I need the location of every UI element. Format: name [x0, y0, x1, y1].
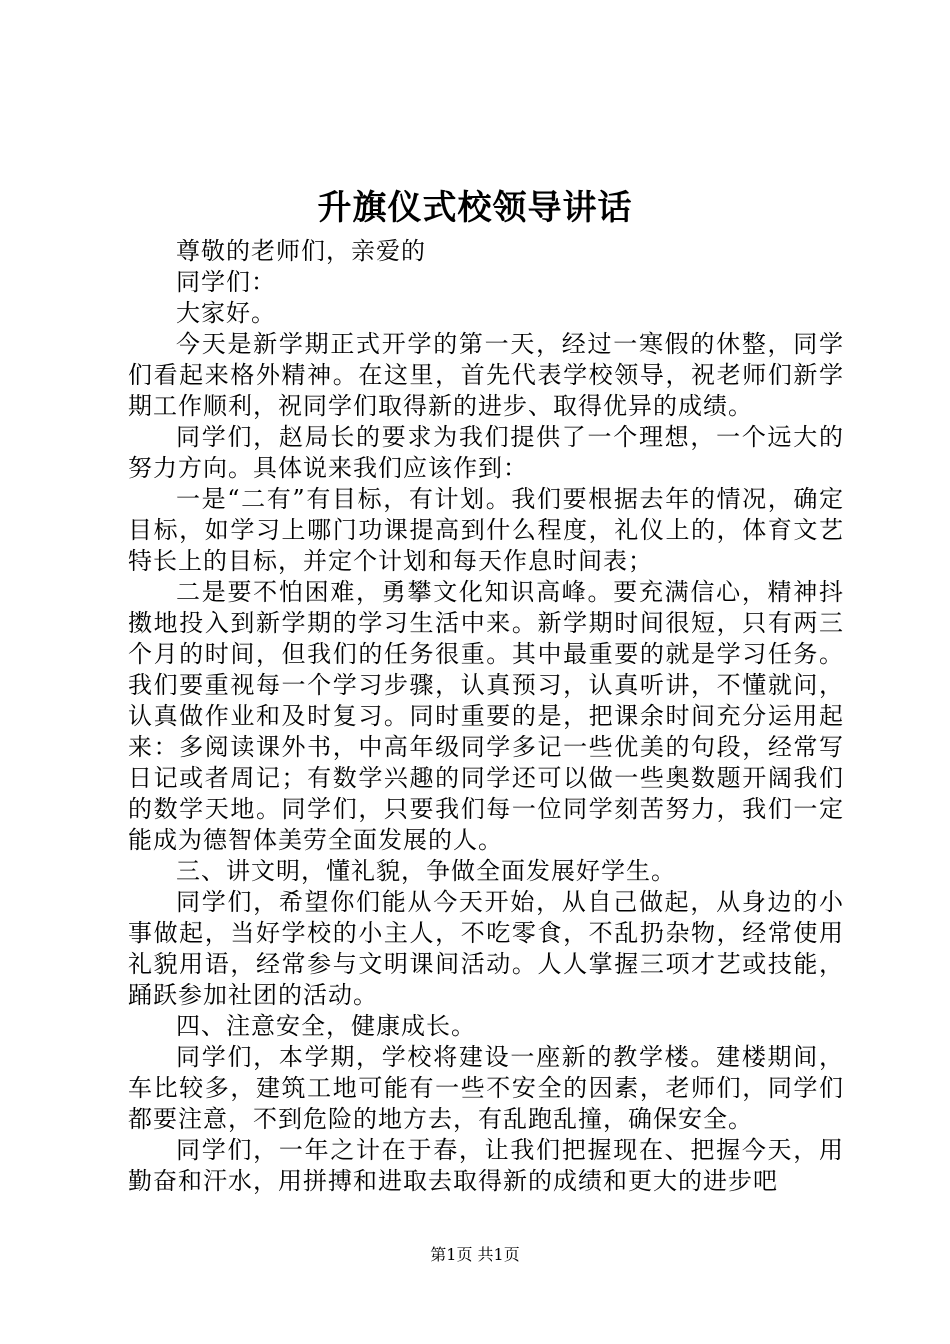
paragraph: 四、注意安全，健康成长。 [176, 1012, 476, 1040]
paragraph: 一是“二有”有目标，有计划。我们要根据去年的情况，确定目标，如学习上哪门功课提高到什么程度，礼仪上的，体育文艺特长上的目标，并定个计划和每天作息时间表； [128, 485, 844, 575]
paragraph: 同学们，希望你们能从今天开始，从自己做起，从身边的小事做起，当好学校的小主人，不吃零食，不乱扔杂物，经常使用礼貌用语，经常参与文明课间活动。人人掌握三项才艺或技能，踊跃参加社团的活动。 [128, 888, 844, 1009]
page-footer: 第1页 共1页 [430, 1245, 520, 1264]
paragraph: 大家好。 [176, 299, 276, 327]
paragraph: 尊敬的老师们，亲爱的 [176, 237, 426, 265]
paragraph: 今天是新学期正式开学的第一天，经过一寒假的休整，同学们看起来格外精神。在这里，首先代表学校领导，祝老师们新学期工作顺利，祝同学们取得新的进步、取得优异的成绩。 [128, 330, 844, 420]
paragraph: 同学们： [176, 268, 276, 296]
paragraph: 二是要不怕困难，勇攀文化知识高峰。要充满信心，精神抖擞地投入到新学期的学习生活中来。新学期时间很短，只有两三个月的时间，但我们的任务很重。其中最重要的就是学习任务。我们要重视每一个学习步骤，认真预习，认真听讲，不懂就问，认真做作业和及时复习。同时重要的是，把课余时间充分运用起来：多阅读课外书，中高年级同学多记一些优美的句段，经常写日记或者周记；有数学兴趣的同学还可以做一些奥数题开阔我们的数学天地。同学们，只要我们每一位同学刻苦努力，我们一定能成为德智体美劳全面发展的人。 [128, 578, 844, 854]
document-title: 升旗仪式校领导讲话 [317, 188, 633, 228]
document-body [128, 236, 844, 1197]
paragraph: 同学们，一年之计在于春，让我们把握现在、把握今天，用勤奋和汗水，用拼搏和进取去取得新的成绩和更大的进步吧 [128, 1136, 844, 1195]
paragraph: 三、讲文明，懂礼貌，争做全面发展好学生。 [176, 857, 676, 885]
paragraph: 同学们，赵局长的要求为我们提供了一个理想，一个远大的努力方向。具体说来我们应该作到： [128, 423, 844, 482]
paragraph: 同学们，本学期，学校将建设一座新的教学楼。建楼期间，车比较多，建筑工地可能有一些不安全的因素，老师们，同学们都要注意，不到危险的地方去，有乱跑乱撞，确保安全。 [128, 1043, 844, 1133]
